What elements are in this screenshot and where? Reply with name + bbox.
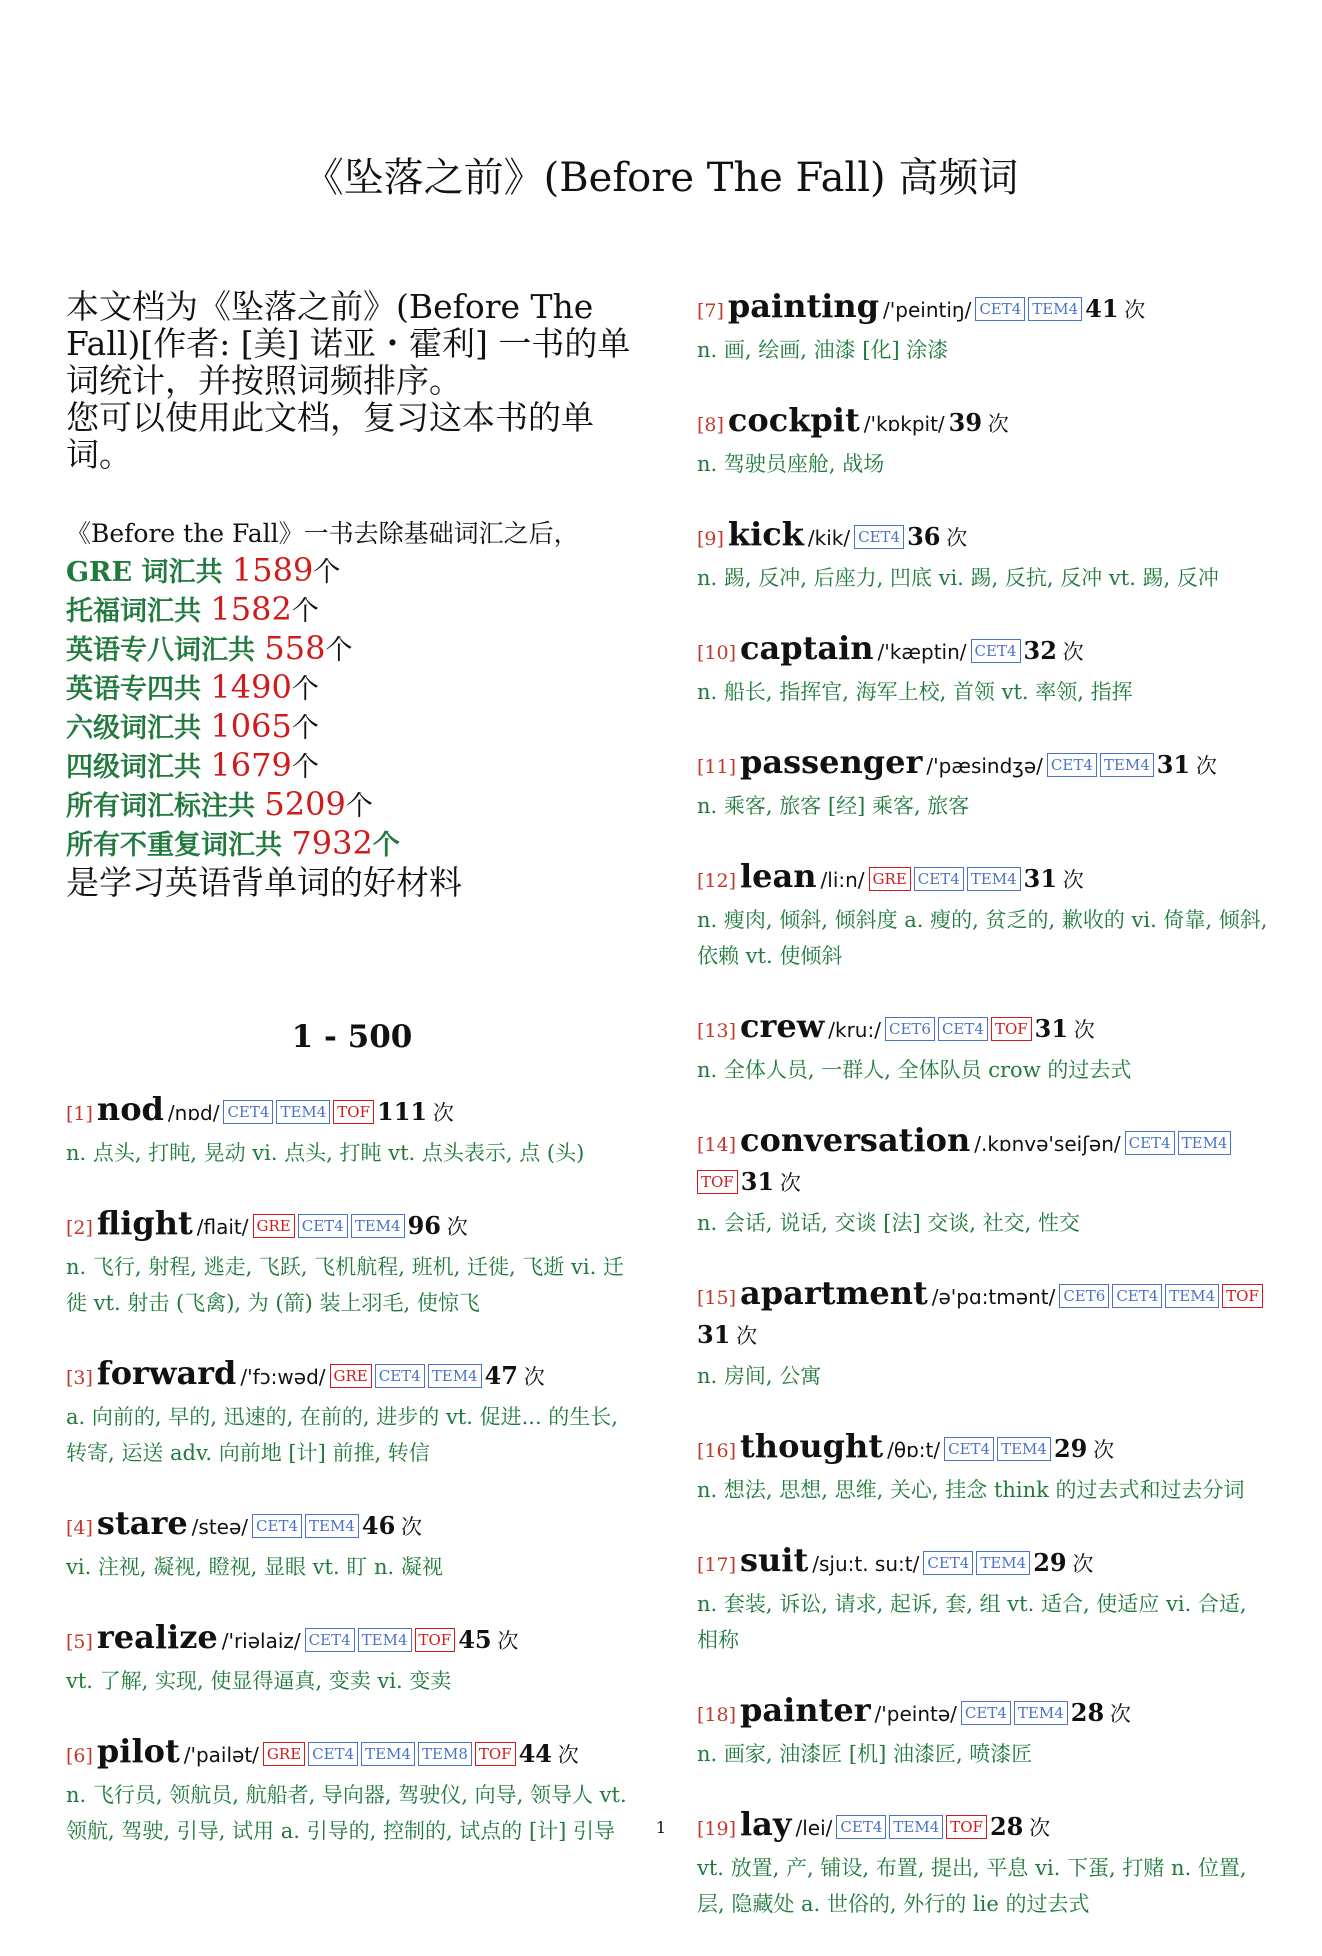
word-entry	[66, 1355, 638, 1471]
entry-phonetic: /flait/	[196, 1215, 249, 1239]
vocab-tag-cet4: CET4	[1125, 1131, 1175, 1155]
entry-phonetic: /ə'pɑ:tmənt/	[931, 1285, 1056, 1309]
entry-definition: vi. 注视, 凝视, 瞪视, 显眼 vt. 盯 n. 凝视	[66, 1555, 443, 1579]
word-entry	[66, 1505, 638, 1585]
stat-row	[66, 747, 638, 786]
vocab-tag-cet4: CET4	[308, 1742, 358, 1766]
right-column	[697, 288, 1272, 1956]
stats-block	[66, 515, 638, 901]
entry-headline	[697, 516, 1272, 558]
stat-label: 英语专四共	[66, 674, 211, 705]
vocab-tag-cet4: CET4	[975, 297, 1025, 321]
entry-headline	[697, 1428, 1272, 1470]
entry-index: [5]	[66, 1631, 93, 1653]
entry-index: [11]	[697, 756, 737, 778]
frequency-unit: 次	[946, 526, 968, 550]
entry-phonetic: /steə/	[191, 1515, 249, 1539]
entry-phonetic: /'pailət/	[183, 1743, 259, 1767]
entry-frequency: 111	[377, 1097, 428, 1126]
entry-headline	[66, 1205, 638, 1247]
vocab-tag-tof: TOF	[415, 1628, 456, 1652]
entry-headline	[697, 1275, 1272, 1356]
entry-definition: n. 飞行, 射程, 逃走, 飞跃, 飞机航程, 班机, 迁徙, 飞逝 vi. 迁徙 vt. 射击 (飞禽), 为 (箭) 装上羽毛, 使惊飞	[66, 1255, 624, 1315]
entries-left	[66, 1091, 638, 1849]
vocab-tag-tem4: TEM4	[1028, 297, 1082, 321]
entry-frequency: 28	[1070, 1698, 1105, 1727]
frequency-unit: 次	[779, 1171, 801, 1195]
word-entry	[697, 744, 1272, 824]
entry-headline	[697, 402, 1272, 444]
entry-definition: n. 驾驶员座舱, 战场	[697, 452, 885, 476]
stat-unit: 个	[372, 830, 400, 861]
entry-phonetic: /sju:t. su:t/	[812, 1552, 920, 1576]
page-title: 《坠落之前》(Before The Fall) 高频词	[303, 155, 1019, 201]
word-entry	[697, 1122, 1272, 1241]
vocab-tag-tof: TOF	[991, 1017, 1032, 1041]
entry-frequency: 47	[484, 1361, 518, 1390]
stat-count: 1589	[231, 551, 314, 589]
frequency-unit: 次	[1124, 298, 1146, 322]
entry-definition: n. 房间, 公寓	[697, 1364, 822, 1388]
entry-frequency: 46	[361, 1511, 396, 1540]
stat-row	[66, 552, 638, 591]
stat-unit: 个	[291, 713, 319, 744]
frequency-unit: 次	[401, 1515, 423, 1539]
vocab-tag-cet4: CET4	[298, 1214, 348, 1238]
vocab-tag-tem4: TEM4	[276, 1100, 330, 1124]
stat-unit: 个	[291, 752, 319, 783]
word-entry	[66, 1205, 638, 1321]
entry-definition: n. 想法, 思想, 思维, 关心, 挂念 think 的过去式和过去分词	[697, 1478, 1245, 1502]
entry-frequency: 31	[740, 1167, 775, 1196]
entry-definition: vt. 了解, 实现, 使显得逼真, 变卖 vi. 变卖	[66, 1669, 452, 1693]
frequency-unit: 次	[736, 1324, 758, 1348]
intro-line: 本文档为《坠落之前》(Before The	[66, 287, 594, 326]
word-entry	[697, 402, 1272, 482]
vocab-tag-cet4: CET4	[1047, 753, 1097, 777]
vocab-tag-tem4: TEM4	[967, 867, 1021, 891]
vocab-tag-tem4: TEM4	[1014, 1701, 1068, 1725]
vocab-tag-cet4: CET4	[305, 1628, 355, 1652]
vocab-tag-tem4: TEM4	[976, 1551, 1030, 1575]
entry-index: [8]	[697, 414, 724, 436]
entry-index: [1]	[66, 1103, 93, 1125]
frequency-unit: 次	[1093, 1438, 1115, 1462]
stat-label: 英语专八词汇共	[66, 635, 265, 666]
entry-index: [18]	[697, 1704, 737, 1726]
stat-count: 5209	[264, 785, 346, 823]
entry-frequency: 32	[1023, 636, 1057, 665]
entry-headline	[66, 1733, 638, 1775]
entry-word: nod	[96, 1090, 164, 1128]
range-heading: 1 - 500	[291, 1019, 413, 1055]
stats-list	[66, 552, 638, 864]
entry-phonetic: /'kɒkpit/	[863, 412, 945, 436]
vocab-tag-gre: GRE	[253, 1214, 295, 1238]
vocab-tag-tem4: TEM4	[1165, 1284, 1219, 1308]
entry-definition: n. 飞行员, 领航员, 航船者, 导向器, 驾驶仪, 向导, 领导人 vt. 领航, 驾驶, 引导, 试用 a. 引导的, 控制的, 试点的 [计] 引导	[66, 1783, 627, 1843]
intro-line: 词统计，并按照词频排序。	[66, 361, 462, 400]
entry-headline	[66, 1091, 638, 1133]
vocab-tag-tem4: TEM4	[361, 1742, 415, 1766]
page-number: 1	[655, 1818, 667, 1837]
stat-label: 四级词汇共	[66, 752, 211, 783]
stat-unit: 个	[291, 674, 319, 705]
vocab-tag-cet4: CET4	[938, 1017, 988, 1041]
word-entry	[697, 1428, 1272, 1508]
entry-index: [2]	[66, 1217, 93, 1239]
vocab-tag-cet6: CET6	[1059, 1284, 1109, 1308]
word-entry	[697, 858, 1272, 974]
entry-word: thought	[740, 1427, 884, 1465]
stat-count: 1582	[210, 590, 292, 628]
entry-headline	[697, 630, 1272, 672]
vocab-tag-tof: TOF	[946, 1815, 987, 1839]
entry-index: [3]	[66, 1367, 93, 1389]
vocab-tag-tem4: TEM4	[305, 1514, 359, 1538]
vocab-tag-cet4: CET4	[375, 1364, 425, 1388]
word-entry	[697, 1692, 1272, 1772]
vocab-tag-cet6: CET6	[885, 1017, 935, 1041]
entry-index: [15]	[697, 1287, 737, 1309]
entry-definition: n. 踢, 反冲, 后座力, 凹底 vi. 踢, 反抗, 反冲 vt. 踢, 反冲	[697, 566, 1219, 590]
entry-headline	[66, 1355, 638, 1397]
entry-word: cockpit	[727, 401, 860, 439]
entry-definition: a. 向前的, 早的, 迅速的, 在前的, 进步的 vt. 促进... 的生长, 转寄, 运送 adv. 向前地 [计] 前推, 转信	[66, 1405, 618, 1465]
entry-phonetic: /.kɒnvə'seiʃən/	[974, 1132, 1121, 1156]
stat-label: 所有不重复词汇共	[66, 830, 292, 861]
intro-paragraph	[66, 288, 638, 473]
entry-frequency: 29	[1053, 1434, 1088, 1463]
entry-definition: vt. 放置, 产, 铺设, 布置, 提出, 平息 vi. 下蛋, 打赌 n. 位置, 层, 隐藏处 a. 世俗的, 外行的 lie 的过去式	[697, 1856, 1247, 1916]
frequency-unit: 次	[1072, 1552, 1094, 1576]
word-entry	[697, 1542, 1272, 1658]
vocab-tag-tem8: TEM8	[418, 1742, 472, 1766]
entry-phonetic: /'peintə/	[874, 1702, 957, 1726]
entry-headline	[697, 1008, 1272, 1050]
entry-headline	[697, 288, 1272, 330]
entries-right	[697, 288, 1272, 1922]
entry-phonetic: /'peintiŋ/	[883, 298, 972, 322]
stat-count: 7932	[291, 824, 373, 862]
vocab-tag-tem4: TEM4	[889, 1815, 943, 1839]
frequency-unit: 次	[1109, 1702, 1131, 1726]
entry-frequency: 31	[1023, 864, 1058, 893]
vocab-tag-tof: TOF	[697, 1170, 738, 1194]
stat-label: GRE 词汇共	[66, 557, 232, 588]
vocab-tag-cet4: CET4	[944, 1437, 994, 1461]
stat-row	[66, 825, 638, 864]
frequency-unit: 次	[523, 1365, 545, 1389]
vocab-tag-cet4: CET4	[923, 1551, 973, 1575]
frequency-unit: 次	[1195, 754, 1217, 778]
entry-word: flight	[96, 1204, 193, 1242]
vocab-tag-cet4: CET4	[223, 1100, 273, 1124]
stat-unit: 个	[313, 557, 341, 588]
entry-headline	[697, 1122, 1272, 1203]
entry-phonetic: /'kæptin/	[877, 640, 967, 664]
vocab-tag-gre: GRE	[263, 1742, 305, 1766]
frequency-unit: 次	[1029, 1816, 1051, 1840]
intro-line: 词。	[66, 435, 132, 474]
entry-word: apartment	[740, 1274, 928, 1312]
stat-row	[66, 708, 638, 747]
stat-label: 托福词汇共	[66, 596, 211, 627]
entry-index: [14]	[697, 1134, 737, 1156]
word-entry	[697, 1275, 1272, 1394]
intro-line: 您可以使用此文档，复习这本书的单	[66, 398, 594, 437]
stat-row	[66, 591, 638, 630]
entry-phonetic: /li:n/	[820, 868, 865, 892]
entry-word: stare	[96, 1504, 188, 1542]
entry-frequency: 96	[407, 1211, 441, 1240]
entry-definition: n. 全体人员, 一群人, 全体队员 crow 的过去式	[697, 1058, 1132, 1082]
intro-line: Fall)[作者: [美] 诺亚・霍利] 一书的单	[66, 324, 631, 363]
entry-word: captain	[740, 629, 874, 667]
entry-phonetic: /kik/	[807, 526, 851, 550]
vocab-tag-tem4: TEM4	[358, 1628, 412, 1652]
vocab-tag-tof: TOF	[1222, 1284, 1263, 1308]
stat-count: 1065	[210, 707, 292, 745]
stat-count: 558	[264, 629, 326, 667]
entry-phonetic: /nɒd/	[167, 1101, 220, 1125]
frequency-unit: 次	[1062, 640, 1084, 664]
stat-count: 1679	[210, 746, 292, 784]
entry-word: crew	[740, 1007, 825, 1045]
entry-frequency: 44	[518, 1739, 552, 1768]
entry-word: lay	[740, 1805, 792, 1843]
entry-word: suit	[740, 1541, 809, 1579]
entry-phonetic: /lei/	[795, 1816, 833, 1840]
vocab-tag-cet4: CET4	[854, 525, 904, 549]
entry-headline	[697, 1692, 1272, 1734]
entry-headline	[66, 1619, 638, 1661]
entry-definition: n. 点头, 打盹, 晃动 vi. 点头, 打盹 vt. 点头表示, 点 (头)	[66, 1141, 585, 1165]
entry-frequency: 31	[1034, 1014, 1069, 1043]
stat-label: 六级词汇共	[66, 713, 211, 744]
entry-index: [12]	[697, 870, 737, 892]
frequency-unit: 次	[1073, 1018, 1095, 1042]
vocab-tag-cet4: CET4	[961, 1701, 1011, 1725]
entry-definition: n. 画, 绘画, 油漆 [化] 涂漆	[697, 338, 949, 362]
entry-definition: n. 套装, 诉讼, 请求, 起诉, 套, 组 vt. 适合, 使适应 vi. 合适, 相称	[697, 1592, 1247, 1652]
entry-index: [7]	[697, 300, 724, 322]
vocab-tag-gre: GRE	[869, 867, 911, 891]
entry-word: kick	[727, 515, 804, 553]
vocab-tag-tem4: TEM4	[1100, 753, 1154, 777]
stats-intro: 《Before the Fall》一书去除基础词汇之后，	[66, 519, 579, 548]
frequency-unit: 次	[446, 1215, 468, 1239]
entry-index: [10]	[697, 642, 737, 664]
frequency-unit: 次	[497, 1629, 519, 1653]
vocab-tag-tof: TOF	[333, 1100, 374, 1124]
frequency-unit: 次	[987, 412, 1009, 436]
entry-phonetic: /kru:/	[828, 1018, 881, 1042]
entry-definition: n. 乘客, 旅客 [经] 乘客, 旅客	[697, 794, 970, 818]
stat-row	[66, 786, 638, 825]
entry-word: conversation	[740, 1121, 971, 1159]
entry-definition: n. 船长, 指挥官, 海军上校, 首领 vt. 率领, 指挥	[697, 680, 1133, 704]
vocab-tag-cet4: CET4	[914, 867, 964, 891]
word-entry	[697, 630, 1272, 710]
entry-frequency: 45	[458, 1625, 492, 1654]
entry-word: lean	[740, 857, 817, 895]
entry-frequency: 41	[1085, 294, 1119, 323]
entry-frequency: 29	[1033, 1548, 1067, 1577]
entry-headline	[697, 858, 1272, 900]
vocab-tag-tem4: TEM4	[997, 1437, 1051, 1461]
vocab-tag-cet4: CET4	[971, 639, 1021, 663]
entry-frequency: 36	[907, 522, 941, 551]
stat-unit: 个	[345, 791, 373, 822]
vocab-tag-tem4: TEM4	[1178, 1131, 1232, 1155]
entry-index: [4]	[66, 1517, 93, 1539]
vocab-tag-cet4: CET4	[836, 1815, 886, 1839]
stat-unit: 个	[291, 596, 319, 627]
vocab-tag-cet4: CET4	[1112, 1284, 1162, 1308]
entry-headline	[66, 1505, 638, 1547]
entry-word: passenger	[740, 743, 923, 781]
entry-index: [13]	[697, 1020, 737, 1042]
entry-phonetic: /'fɔ:wəd/	[240, 1365, 326, 1389]
stat-unit: 个	[325, 635, 353, 666]
entry-phonetic: /'riəlaiz/	[221, 1629, 301, 1653]
entry-frequency: 31	[1156, 750, 1191, 779]
entry-phonetic: /'pæsindʒə/	[926, 754, 1043, 778]
vocab-tag-tem4: TEM4	[351, 1214, 405, 1238]
entry-headline	[697, 1542, 1272, 1584]
frequency-unit: 次	[557, 1743, 579, 1767]
entry-word: painting	[727, 287, 880, 325]
vocab-tag-tem4: TEM4	[428, 1364, 482, 1388]
word-entry	[697, 1008, 1272, 1088]
entry-word: pilot	[96, 1732, 180, 1770]
word-entry	[66, 1091, 638, 1171]
entry-index: [19]	[697, 1818, 737, 1840]
stat-row	[66, 669, 638, 708]
entry-word: painter	[740, 1691, 871, 1729]
entry-frequency: 28	[989, 1812, 1024, 1841]
vocab-tag-tof: TOF	[475, 1742, 516, 1766]
word-entry	[697, 288, 1272, 368]
entry-word: forward	[96, 1354, 237, 1392]
entry-index: [17]	[697, 1554, 737, 1576]
stats-closing: 是学习英语背单词的好材料	[66, 863, 462, 902]
entry-frequency: 39	[948, 408, 983, 437]
entry-frequency: 31	[697, 1320, 731, 1349]
entry-definition: n. 瘦肉, 倾斜, 倾斜度 a. 瘦的, 贫乏的, 歉收的 vi. 倚靠, 倾斜, 依赖 vt. 使倾斜	[697, 908, 1268, 968]
entry-index: [6]	[66, 1745, 93, 1767]
entry-definition: n. 会话, 说话, 交谈 [法] 交谈, 社交, 性交	[697, 1211, 1081, 1235]
entry-phonetic: /θɒ:t/	[887, 1438, 941, 1462]
frequency-unit: 次	[1062, 868, 1084, 892]
entry-headline	[697, 744, 1272, 786]
frequency-unit: 次	[432, 1101, 454, 1125]
word-entry	[697, 516, 1272, 596]
entry-word: realize	[96, 1618, 218, 1656]
entry-index: [16]	[697, 1440, 737, 1462]
vocab-tag-cet4: CET4	[252, 1514, 302, 1538]
left-column	[66, 288, 638, 1883]
entry-index: [9]	[697, 528, 724, 550]
stat-count: 1490	[210, 668, 292, 706]
stat-label: 所有词汇标注共	[66, 791, 265, 822]
vocab-tag-gre: GRE	[330, 1364, 372, 1388]
word-entry	[66, 1619, 638, 1699]
stat-row	[66, 630, 638, 669]
entry-definition: n. 画家, 油漆匠 [机] 油漆匠, 喷漆匠	[697, 1742, 1033, 1766]
